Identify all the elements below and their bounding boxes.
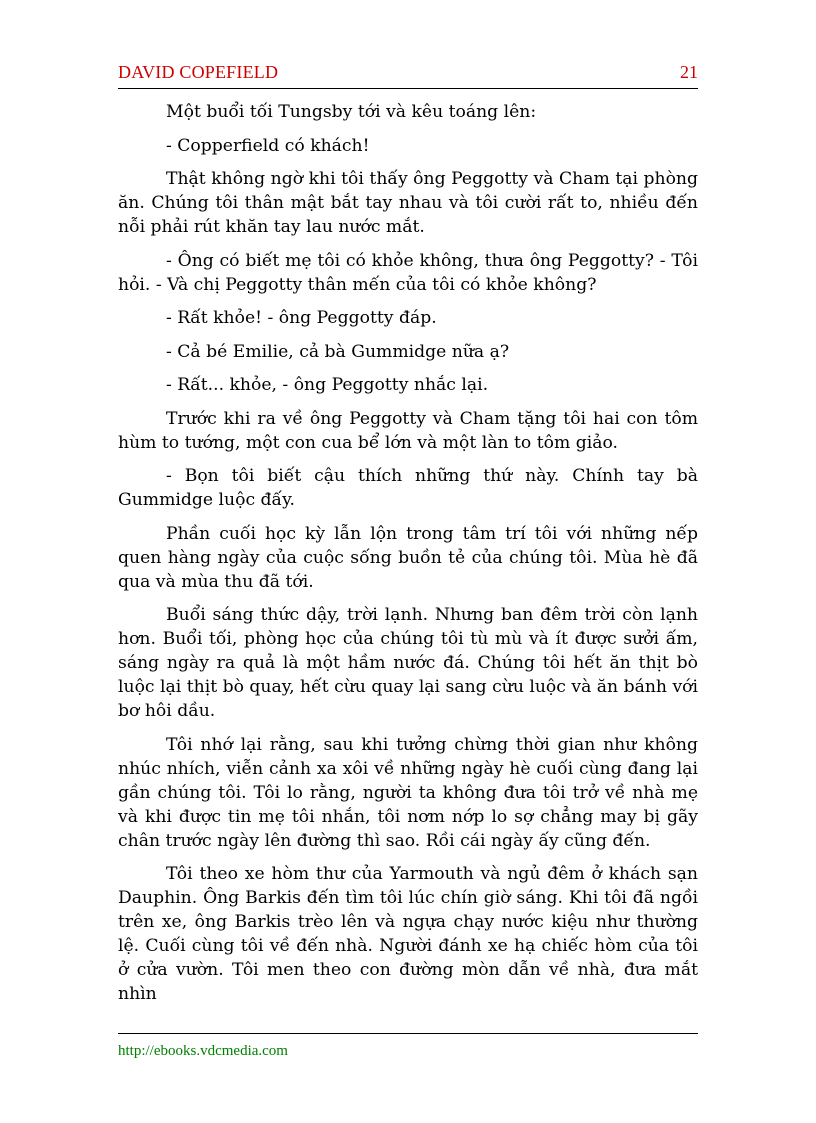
paragraph: Một buổi tối Tungsby tới và kêu toáng lên: <box>166 102 537 122</box>
paragraph: - Rất... khỏe, - ông Peggotty nhắc lại. <box>166 375 489 395</box>
footer-divider <box>118 1033 698 1034</box>
paragraph: Trước khi ra về ông Peggotty và Cham tặng tôi hai con tôm hùm to tướng, một con cua bể lớn và một làn to tôm giảo. <box>118 408 698 453</box>
paragraph: Buổi sáng thức dậy, trời lạnh. Nhưng ban đêm trời còn lạnh hơn. Buổi tối, phòng học của chúng tôi tù mù và ít được sưởi ấm, sáng ngày ra quả là một hầm nước đá. Chúng tôi hết ăn thịt bò luộc lại thịt bò quay, hết cừu quay lại sang cừu luộc và ăn bánh với bơ hôi dầu. <box>118 605 698 721</box>
paragraph: - Cả bé Emilie, cả bà Gummidge nữa ạ? <box>166 341 510 362</box>
page-number: 21 <box>680 62 698 82</box>
paragraph: Phần cuối học kỳ lẫn lộn trong tâm trí tôi với những nếp quen hàng ngày của cuộc sống buồn tẻ của chúng tôi. Mùa hè đã qua và mùa thu đã tới. <box>118 523 698 592</box>
paragraph: - Copperfield có khách! <box>166 135 370 156</box>
page-body <box>118 100 698 1016</box>
paragraph: - Ông có biết mẹ tôi có khỏe không, thưa ông Peggotty? - Tôi hỏi. - Và chị Peggotty thân mến của tôi có khỏe không? <box>118 250 698 295</box>
footer-link[interactable]: http://ebooks.vdcmedia.com <box>118 1043 288 1059</box>
paragraph: Tôi theo xe hòm thư của Yarmouth và ngủ đêm ở khách sạn Dauphin. Ông Barkis đến tìm tôi lúc chín giờ sáng. Khi tôi đã ngồi trên xe, ông Barkis trèo lên và ngựa chạy nước kiệu như thường lệ. Cuối cùng tôi về đến nhà. Người đánh xe hạ chiếc hòm của tôi ở cửa vườn. Tôi men theo con đường mòn dẫn về nhà, đưa mắt nhìn <box>118 864 698 1004</box>
paragraph: - Bọn tôi biết cậu thích những thứ này. Chính tay bà Gummidge luộc đấy. <box>118 466 698 510</box>
page-header <box>118 62 698 89</box>
paragraph: Thật không ngờ khi tôi thấy ông Peggotty và Cham tại phòng ăn. Chúng tôi thân mật bắt tay nhau và tôi cười rất to, nhiều đến nỗi phải rút khăn tay lau nước mắt. <box>118 169 698 237</box>
paragraph: Tôi nhớ lại rằng, sau khi tưởng chừng thời gian như không nhúc nhích, viễn cảnh xa xôi về những ngày hè cuối cùng đang lại gần chúng tôi. Tôi lo rằng, người ta không đưa tôi trở về nhà mẹ và khi được tin mẹ tôi nhắn, tôi nơm nớp lo sợ chẳng may bị gãy chân trước ngày lên đường thì sao. Rồi cái ngày ấy cũng đến. <box>118 734 698 851</box>
book-title: DAVID COPEFIELD <box>118 62 279 82</box>
paragraph: - Rất khỏe! - ông Peggotty đáp. <box>166 308 437 328</box>
